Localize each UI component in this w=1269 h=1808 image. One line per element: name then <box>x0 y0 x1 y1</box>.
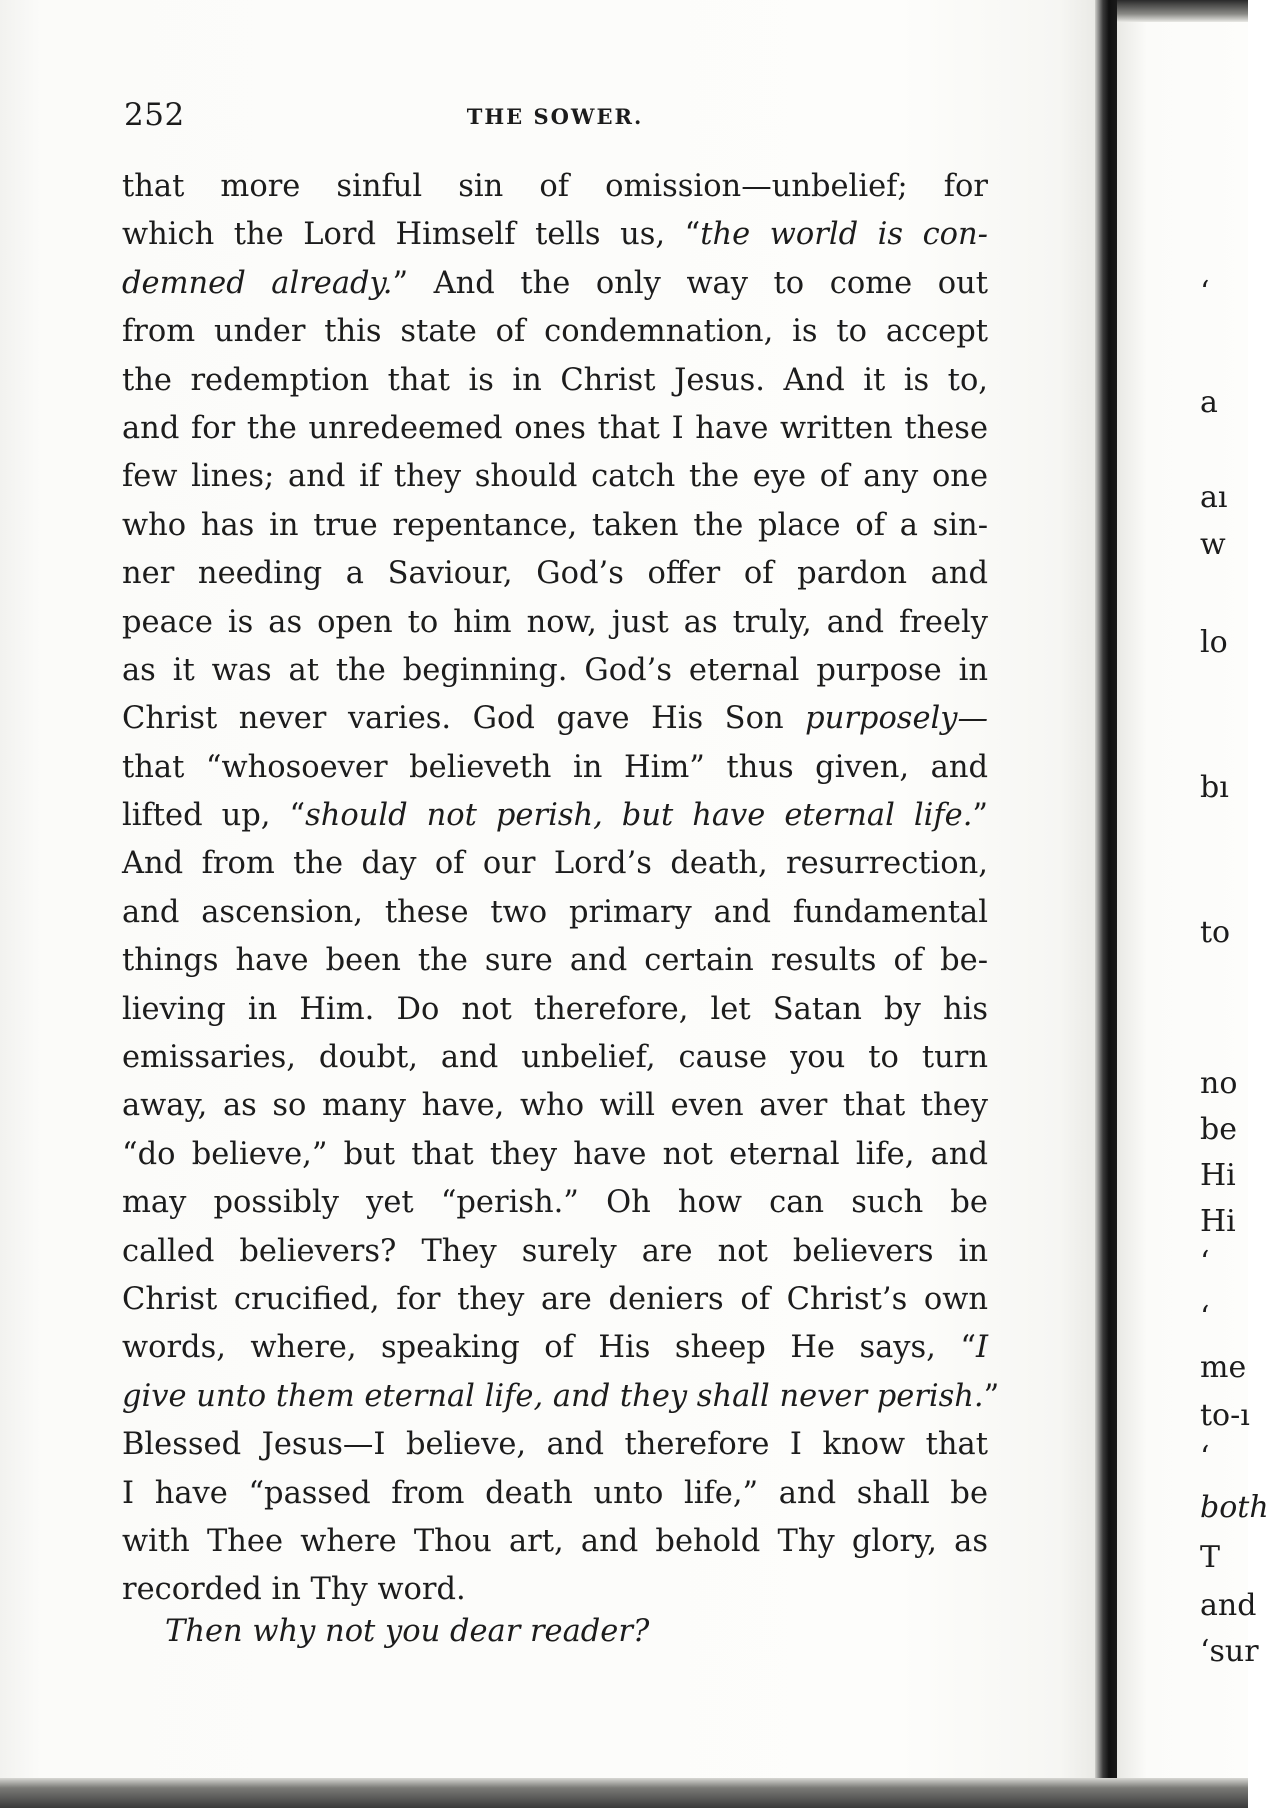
text-run: lifted up, “ <box>122 798 306 834</box>
italic-text-run: demned already. <box>122 265 393 301</box>
text-line <box>122 695 988 743</box>
text-run: I have “passed from death unto life,” and shall be <box>122 1475 988 1511</box>
right-page-fragment: to-ı <box>1200 1398 1250 1433</box>
text-run: ” And the only way to come out <box>392 265 988 301</box>
text-line <box>122 986 988 1034</box>
text-line <box>122 1518 988 1566</box>
right-page-fragment: be <box>1200 1112 1237 1147</box>
running-title: THE SOWER. <box>466 104 644 129</box>
text-line <box>122 599 988 647</box>
text-line <box>122 1179 988 1227</box>
text-run: and ascension, these two primary and fundamental <box>122 894 988 930</box>
right-page <box>1117 0 1248 1808</box>
text-line <box>122 550 988 598</box>
book-gutter <box>1095 0 1117 1808</box>
text-line <box>122 405 988 453</box>
text-run: words, where, speaking of His sheep He says, “ <box>122 1330 976 1366</box>
text-run: Blessed Jesus—I believe, and therefore I know that <box>122 1427 988 1463</box>
running-head <box>124 97 986 137</box>
text-line <box>122 260 988 308</box>
text-line <box>122 937 988 985</box>
text-run: who has in true repentance, taken the place of a sin- <box>122 507 988 543</box>
text-run: as it was at the beginning. God’s eternal purpose in <box>122 652 988 688</box>
text-line <box>122 1566 988 1614</box>
right-page-fragment: aı <box>1200 480 1228 515</box>
right-page-fragment: bı <box>1200 770 1229 805</box>
text-run: few lines; and if they should catch the eye of any one <box>122 459 988 495</box>
italic-text-run: purposely— <box>805 701 988 737</box>
text-run: which the Lord Himself tells us, “ <box>122 217 701 253</box>
text-run: emissaries, doubt, and unbelief, cause you to turn <box>122 1040 988 1076</box>
text-line <box>122 1228 988 1276</box>
text-run: away, as so many have, who will even aver that they <box>122 1088 988 1124</box>
text-run: and for the unredeemed ones that I have written these <box>122 410 988 446</box>
text-run: “do believe,” but that they have not eternal life, and <box>122 1136 988 1172</box>
text-line <box>122 453 988 501</box>
text-line <box>122 1131 988 1179</box>
right-page-fragment: ‘ <box>1200 1300 1210 1335</box>
right-page-fragment: Hi <box>1200 1158 1236 1193</box>
text-run: may possibly yet “perish.” Oh how can such be <box>122 1185 988 1221</box>
text-line <box>122 1373 1000 1421</box>
right-page-fragment: ‘ <box>1200 1245 1210 1280</box>
right-page-fragment: me <box>1200 1350 1247 1385</box>
text-run: called believers? They surely are not believers in <box>122 1233 988 1269</box>
text-run: ” <box>983 1378 1000 1414</box>
closing-line: Then why not you dear reader? <box>165 1614 650 1649</box>
right-page-fragment: ‘sur <box>1200 1634 1259 1669</box>
right-page-fragment: and <box>1200 1588 1257 1623</box>
text-run: that “whosoever believeth in Him” thus given, and <box>122 749 988 785</box>
text-run: Christ never varies. God gave His Son <box>122 701 806 737</box>
right-page-fragment: lo <box>1200 625 1228 660</box>
body-text <box>122 163 1000 1615</box>
text-run: And from the day of our Lord’s death, resurrection, <box>122 846 988 882</box>
text-line <box>122 792 988 840</box>
right-page-fragment: ‘ <box>1200 275 1210 310</box>
text-run: peace is as open to him now, just as truly, and freely <box>122 604 988 640</box>
text-line <box>122 163 988 211</box>
text-line <box>122 647 988 695</box>
italic-text-run: give unto them eternal life, and they shall never perish. <box>122 1378 984 1414</box>
text-line <box>122 1324 988 1372</box>
scan-bottom-edge <box>0 1778 1248 1808</box>
text-run: with Thee where Thou art, and behold Thy glory, as <box>122 1523 988 1559</box>
text-run: things have been the sure and certain results of be- <box>122 943 988 979</box>
text-run: lieving in Him. Do not therefore, let Satan by his <box>122 991 988 1027</box>
italic-text-run: the world is con- <box>700 217 988 253</box>
text-line <box>122 308 988 356</box>
right-page-fragment: ‘ <box>1200 1440 1210 1475</box>
text-run: ner needing a Saviour, God’s offer of pardon and <box>122 556 988 592</box>
right-page-fragment: T <box>1200 1540 1221 1575</box>
right-page-fragment: w <box>1200 527 1226 562</box>
right-page-fragment: both <box>1200 1490 1269 1525</box>
right-page-top-edge <box>1117 0 1248 22</box>
text-run: recorded in Thy word. <box>122 1572 466 1608</box>
right-page-fragment: Hi <box>1200 1204 1236 1239</box>
right-page-fragment: to <box>1200 915 1231 950</box>
text-line <box>122 502 988 550</box>
text-line <box>122 1082 988 1130</box>
text-line <box>122 840 988 888</box>
text-line <box>122 1421 988 1469</box>
text-line <box>122 1470 988 1518</box>
text-line <box>122 744 988 792</box>
text-run: ” <box>972 798 988 834</box>
italic-text-run: should not perish, but have eternal life. <box>305 798 973 834</box>
page-number: 252 <box>124 97 185 133</box>
text-line <box>122 357 988 405</box>
text-line <box>122 211 988 259</box>
right-page-fragment: no <box>1200 1066 1238 1101</box>
right-page-fragment: a <box>1200 385 1218 420</box>
italic-text-run: I <box>975 1330 988 1366</box>
text-line <box>122 1276 988 1324</box>
text-run: Christ crucified, for they are deniers of Christ’s own <box>122 1281 988 1317</box>
text-run: the redemption that is in Christ Jesus. And it is to, <box>122 362 988 398</box>
text-line <box>122 889 988 937</box>
text-run: that more sinful sin of omission—unbelief; for <box>122 169 988 204</box>
text-run: from under this state of condemnation, is to accept <box>122 314 988 350</box>
text-line <box>122 1034 988 1082</box>
